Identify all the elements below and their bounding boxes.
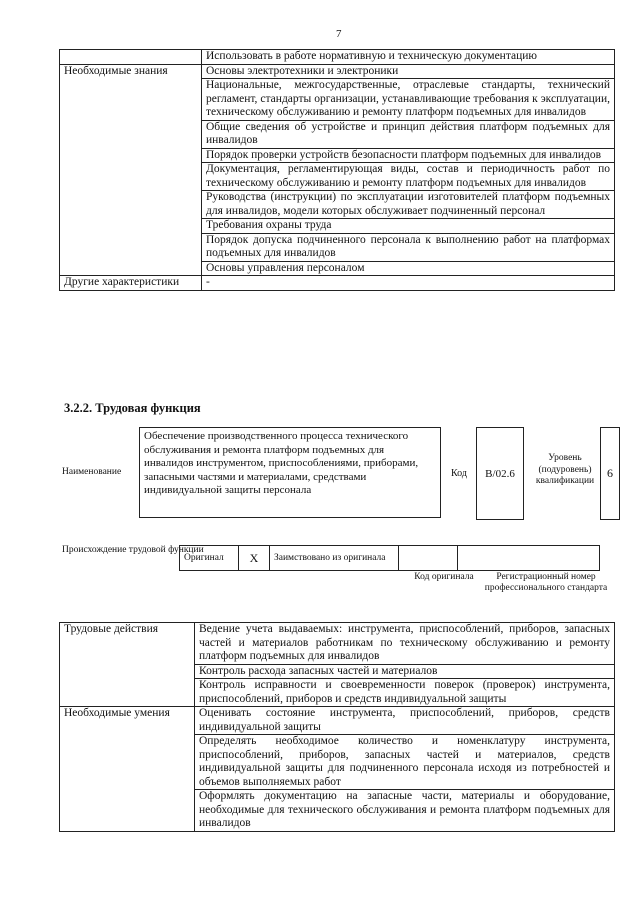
origin-label: Происхождение трудовой функции: [62, 545, 204, 555]
table-cell: Требования охраны труда: [202, 219, 615, 234]
row-label: Другие характеристики: [60, 276, 202, 291]
code-original-cell: [399, 546, 458, 571]
table-cell: Оценивать состояние инструмента, приспособлений, приборов, средств индивидуальной защиты: [195, 707, 615, 735]
origin-table: [179, 545, 600, 571]
table-cell: Порядок проверки устройств безопасности платформ подъемных для инвалидов: [202, 148, 615, 163]
code-label: Код: [451, 468, 467, 479]
section-title: 3.2.2. Трудовая функция: [64, 401, 201, 415]
table-cell: Руководства (инструкции) по эксплуатации изготовителей платформ подъемных для инвалидов, модели которых обслуживает подчиненный персонал: [202, 191, 615, 219]
level-value: 6: [600, 427, 620, 520]
table-row: [60, 64, 615, 79]
knowledge-table: [59, 49, 615, 291]
row-label: Необходимые знания: [60, 64, 202, 276]
table-row: [60, 623, 615, 665]
table-cell: Национальные, межгосударственные, отраслевые стандарты, технический регламент, стандарты организации, устанавливающие требования к эксплуатации, техническому обслуживанию и ремонту платформ подъемных для инвалидов: [202, 79, 615, 121]
original-mark: X: [239, 546, 270, 571]
table-cell: Использовать в работе нормативную и техническую документацию: [202, 50, 615, 65]
row-label: Трудовые действия: [60, 623, 195, 707]
table-cell: -: [202, 276, 615, 291]
function-name-box: Обеспечение производственного процесса технического обслуживания и ремонта платформ подъемных для инвалидов инструментом, приспособлениями, приборами, запасными частями и материалами, средствами индивидуальной защиты персонала: [139, 427, 441, 518]
table-cell: Документация, регламентирующая виды, состав и периодичность работ по техническому обслуживанию и ремонту платформ подъемных для инвалидов: [202, 163, 615, 191]
table-cell: Оформлять документацию на запасные части, материалы и оборудование, необходимые для технического обслуживания и ремонта платформ подъемных для инвалидов: [195, 790, 615, 832]
name-label: Наименование: [62, 467, 122, 477]
table-cell: Определять необходимое количество и номенклатуру инструмента, приспособлений, приборов, запасных частей и материалов, средств индивидуальной защиты для подчиненного персонала исходя из потребностей и объемов выполняемых работ: [195, 735, 615, 790]
table-row: [60, 276, 615, 291]
level-label: Уровень (подуровень) квалификации: [535, 453, 595, 486]
table-row: [60, 50, 615, 65]
table-cell: Ведение учета выдаваемых: инструмента, приспособлений, приборов, запасных частей и материалов работникам по техническому обслуживанию и ремонту платформ подъемных для инвалидов: [195, 623, 615, 665]
row-label: Необходимые умения: [60, 707, 195, 832]
borrowed-label: Заимствовано из оригинала: [270, 546, 399, 571]
table-cell: Порядок допуска подчиненного персонала к выполнению работ на платформах подъемных для инвалидов: [202, 233, 615, 261]
reg-number-cell: [458, 546, 600, 571]
row-label: [60, 50, 202, 65]
actions-table: [59, 622, 615, 832]
table-cell: Общие сведения об устройстве и принцип действия платформ подъемных для инвалидов: [202, 120, 615, 148]
page-number: 7: [336, 28, 342, 40]
reg-number-caption: Регистрационный номер профессионального стандарта: [484, 572, 608, 593]
table-cell: Основы управления персоналом: [202, 261, 615, 276]
table-cell: Основы электротехники и электроники: [202, 64, 615, 79]
table-cell: Контроль исправности и своевременности поверок (проверок) инструмента, приспособлений, приборов и средств индивидуальной защиты: [195, 679, 615, 707]
original-label: Оригинал: [180, 546, 239, 571]
table-cell: Контроль расхода запасных частей и материалов: [195, 664, 615, 679]
code-original-caption: Код оригинала: [414, 572, 474, 582]
table-row: [60, 707, 615, 735]
code-value: B/02.6: [476, 427, 524, 520]
